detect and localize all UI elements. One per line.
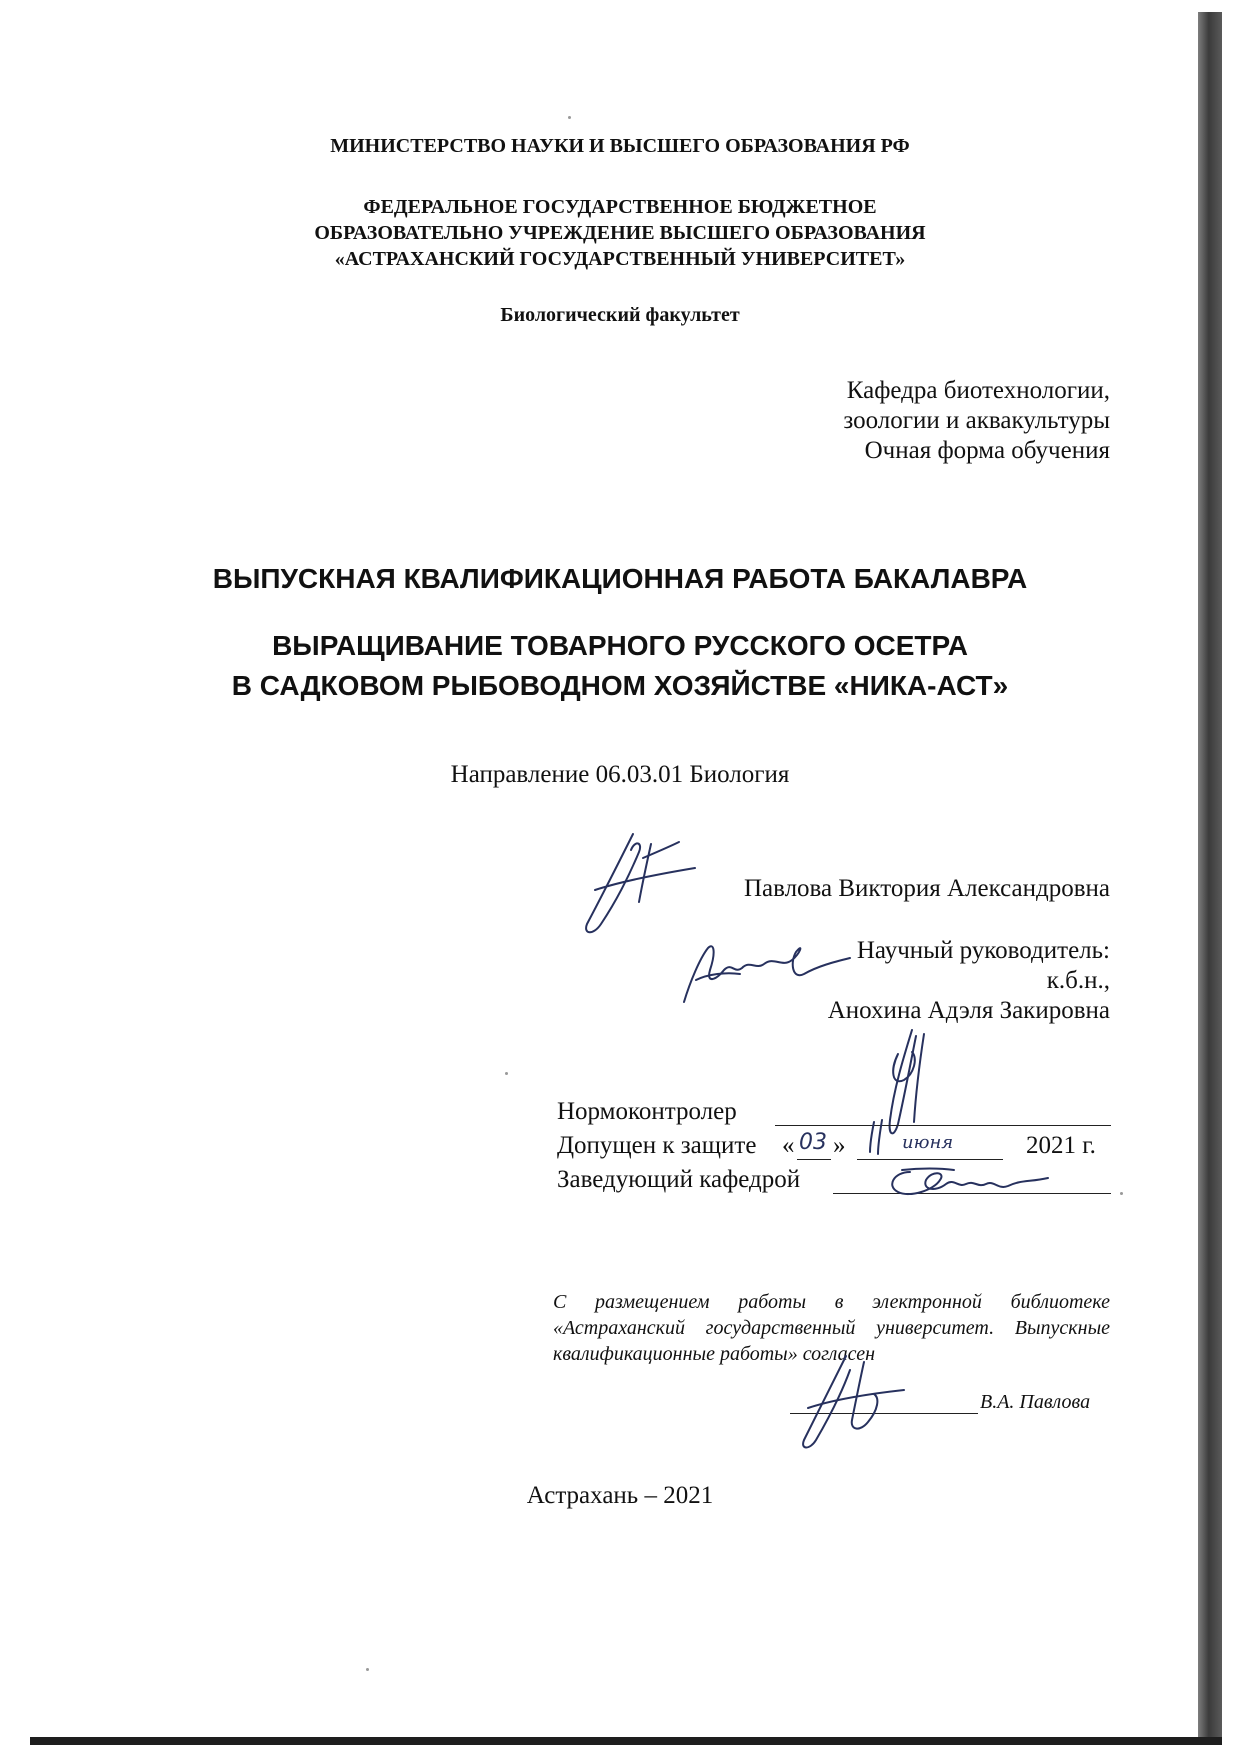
normocontrol-row xyxy=(557,1098,1113,1126)
admitted-day: 03 xyxy=(799,1130,827,1155)
work-topic xyxy=(100,626,1140,706)
close-quote: » xyxy=(833,1132,846,1159)
head-signature xyxy=(880,1160,1055,1205)
study-form: Очная форма обучения xyxy=(864,437,1110,464)
admitted-month: июня xyxy=(902,1132,954,1153)
student-signature xyxy=(573,828,713,943)
institution-line: ФЕДЕРАЛЬНОЕ ГОСУДАРСТВЕННОЕ БЮДЖЕТНОЕ xyxy=(363,196,877,218)
normocontrol-signature-line xyxy=(775,1125,1111,1126)
department-line: зоологии и аквакультуры xyxy=(843,407,1110,434)
scan-edge-bottom xyxy=(30,1737,1222,1745)
admitted-year: 2021 г. xyxy=(1026,1132,1096,1159)
institution-name xyxy=(100,194,1140,272)
day-line xyxy=(797,1159,831,1160)
open-quote: « xyxy=(782,1132,795,1159)
topic-line: В САДКОВОМ РЫБОВОДНОМ ХОЗЯЙСТВЕ «НИКА-АСТ» xyxy=(231,670,1009,701)
student-name: Павлова Виктория Александровна xyxy=(743,875,1110,902)
supervisor-name: Анохина Адэля Закировна xyxy=(827,997,1110,1024)
scan-speck xyxy=(568,116,571,119)
consent-signature xyxy=(788,1350,918,1460)
head-label: Заведующий кафедрой xyxy=(557,1166,801,1193)
institution-line: ОБРАЗОВАТЕЛЬНО УЧРЕЖДЕНИЕ ВЫСШЕГО ОБРАЗОВАНИЯ xyxy=(314,222,926,244)
department-block xyxy=(843,376,1110,466)
scan-speck xyxy=(366,1668,369,1671)
city-year: Астрахань – 2021 xyxy=(526,1482,714,1509)
supervisor-degree: к.б.н., xyxy=(1046,967,1110,994)
consent-text: С размещением работы в электронной библиотеке «Астраханский государственный университет. Выпускные квалификационные работы» согласен xyxy=(553,1291,1110,1365)
admission-row xyxy=(557,1132,1113,1160)
supervisor-block xyxy=(828,936,1110,1026)
scan-edge-right xyxy=(1198,12,1222,1742)
work-type-title: ВЫПУСКНАЯ КВАЛИФИКАЦИОННАЯ РАБОТА БАКАЛАВРА xyxy=(212,563,1028,594)
topic-line: ВЫРАЩИВАНИЕ ТОВАРНОГО РУССКОГО ОСЕТРА xyxy=(272,630,968,661)
faculty-name: Биологический факультет xyxy=(500,304,740,326)
consent-signer: В.А. Павлова xyxy=(980,1391,1091,1413)
normocontrol-label: Нормоконтролер xyxy=(557,1098,737,1125)
scan-speck xyxy=(1120,1192,1123,1195)
month-flourish xyxy=(862,1118,912,1158)
study-direction: Направление 06.03.01 Биология xyxy=(450,761,790,788)
admission-label: Допущен к защите xyxy=(557,1132,757,1159)
supervisor-label: Научный руководитель: xyxy=(856,937,1110,964)
institution-line: «АСТРАХАНСКИЙ ГОСУДАРСТВЕННЫЙ УНИВЕРСИТЕТ» xyxy=(334,248,906,270)
department-line: Кафедра биотехнологии, xyxy=(846,377,1110,404)
scan-speck xyxy=(505,1072,508,1075)
ministry-title: МИНИСТЕРСТВО НАУКИ И ВЫСШЕГО ОБРАЗОВАНИЯ РФ xyxy=(330,135,910,157)
